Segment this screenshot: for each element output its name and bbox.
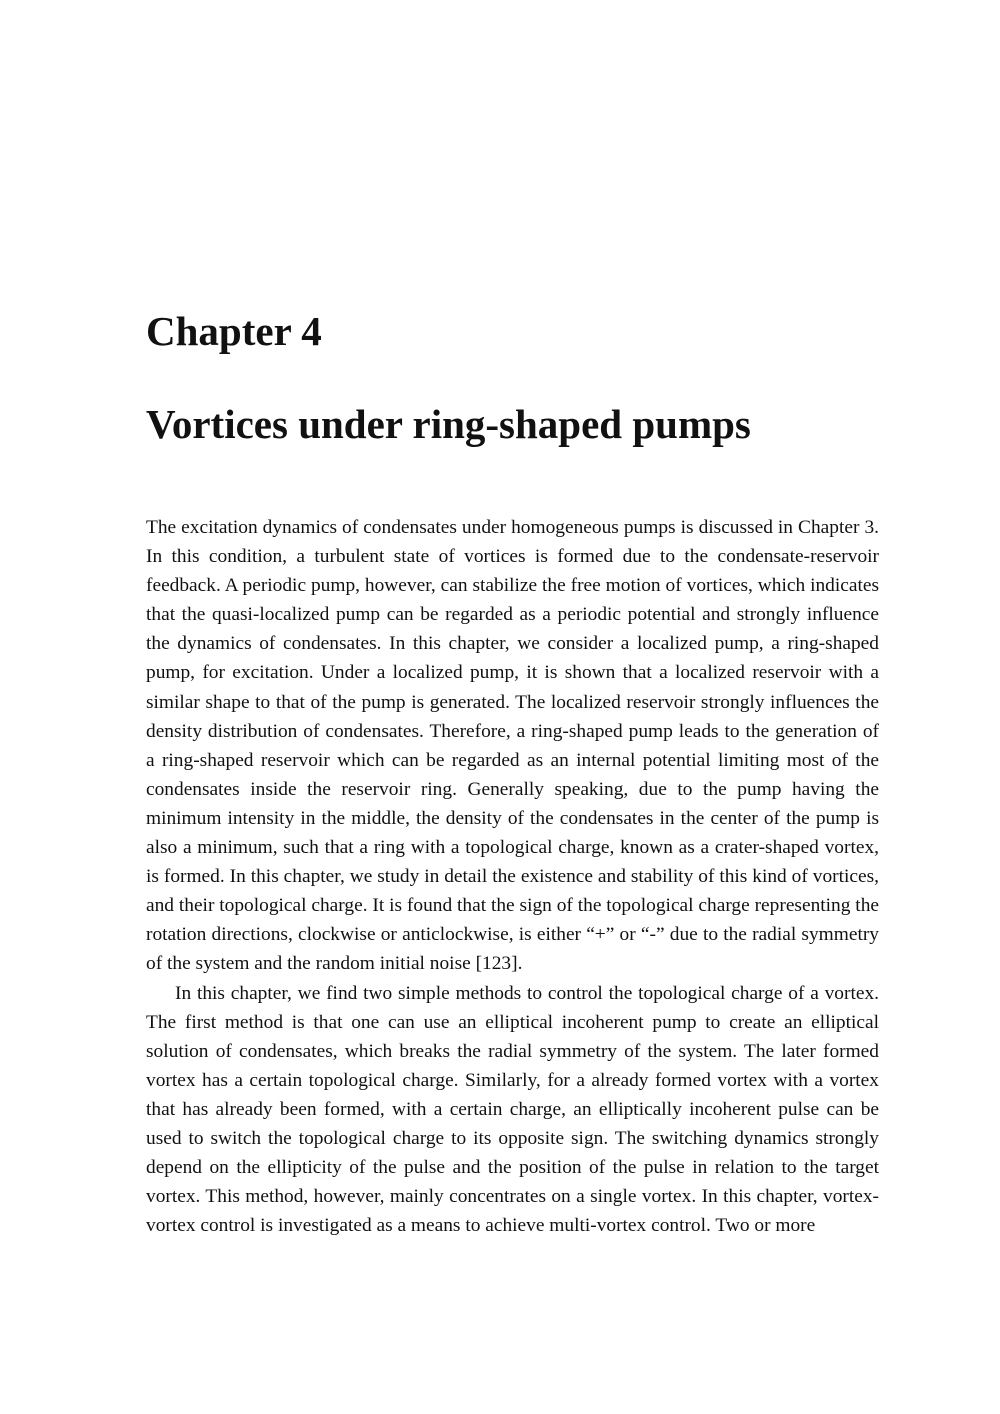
chapter-number: Chapter 4 <box>146 308 322 354</box>
body-paragraph-2: In this chapter, we find two simple methods to control the topological charge of a vortex. The first method is that one can use an elliptical incoherent pump to create an elliptical solution of condensates, which breaks the radial symmetry of the system. The later formed vortex has a certain topological charge. Similarly, for a already formed vortex with a vortex that has already been formed, with a certain charge, an elliptically incoherent pulse can be used to switch the topological charge to its opposite sign. The switching dynamics strongly depend on the ellipticity of the pulse and the position of the pulse in relation to the target vortex. This method, however, mainly concentrates on a single vortex. In this chapter, vortex-vortex control is investigated as a means to achieve multi-vortex control. Two or more <box>146 982 879 1237</box>
chapter-body <box>146 513 879 1240</box>
chapter-title: Vortices under ring-shaped pumps <box>146 401 751 447</box>
body-paragraph-1: The excitation dynamics of condensates under homogeneous pumps is discussed in Chapter 3. In this condition, a turbulent state of vortices is formed due to the condensate-reservoir feedback. A periodic pump, however, can stabilize the free motion of vortices, which indicates that the quasi-localized pump can be regarded as a periodic potential and strongly influence the dynamics of condensates. In this chapter, we consider a localized pump, a ring-shaped pump, for excitation. Under a localized pump, it is shown that a localized reservoir with a similar shape to that of the pump is generated. The localized reservoir strongly influences the density distribution of condensates. Therefore, a ring-shaped pump leads to the generation of a ring-shaped reservoir which can be regarded as an internal potential limiting most of the condensates inside the reservoir ring. Generally speaking, due to the pump having the minimum intensity in the middle, the density of the condensates in the center of the pump is also a minimum, such that a ring with a topological charge, known as a crater-shaped vortex, is formed. In this chapter, we study in detail the existence and stability of this kind of vortices, and their topological charge. It is found that the sign of the topological charge representing the rotation directions, clockwise or anticlockwise, is either “+” or “-” due to the radial symmetry of the system and the random initial noise [123]. <box>146 517 879 975</box>
